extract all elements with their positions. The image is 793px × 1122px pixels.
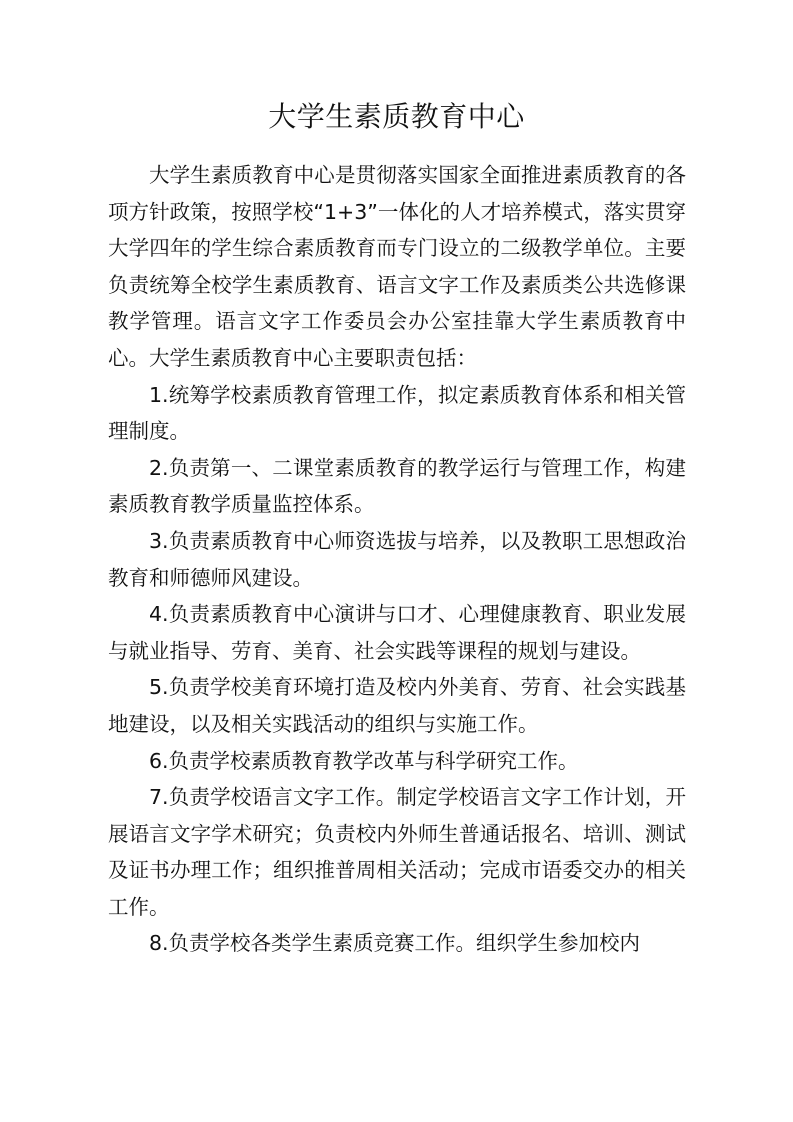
duty-item-2: 2.负责第一、二课堂素质教育的教学运行与管理工作，构建素质教育教学质量监控体系。: [108, 455, 686, 517]
document-body: [108, 157, 686, 962]
duty-item-1: 1.统筹学校素质教育管理工作，拟定素质教育体系和相关管理制度。: [108, 382, 686, 444]
intro-paragraph: 大学生素质教育中心是贯彻落实国家全面推进素质教育的各项方针政策，按照学校“1+3”一体化的人才培养模式，落实贯穿大学四年的学生综合素质教育而专门设立的二级教学单位。主要负责统筹全校学生素质教育、语言文字工作及素质类公共选修课教学管理。语言文字工作委员会办公室挂靠大学生素质教育中心。大学生素质教育中心主要职责包括：: [108, 163, 686, 370]
duty-item-3: 3.负责素质教育中心师资选拔与培养，以及教职工思想政治教育和师德师风建设。: [108, 528, 686, 590]
document-title: 大学生素质教育中心: [268, 100, 525, 133]
duty-item-8: 8.负责学校各类学生素质竞赛工作。组织学生参加校内: [149, 931, 641, 956]
duty-item-4: 4.负责素质教育中心演讲与口才、心理健康教育、职业发展与就业指导、劳育、美育、社会实践等课程的规划与建设。: [108, 602, 686, 663]
duty-item-6: 6.负责学校素质教育教学改革与科学研究工作。: [149, 748, 579, 773]
duty-item-7: 7.负责学校语言文字工作。制定学校语言文字工作计划，开展语言文字学术研究；负责校内外师生普通话报名、培训、测试及证书办理工作；组织推普周相关活动；完成市语委交办的相关工作。: [108, 785, 686, 919]
duty-item-5: 5.负责学校美育环境打造及校内外美育、劳育、社会实践基地建设，以及相关实践活动的组织与实施工作。: [108, 675, 686, 736]
